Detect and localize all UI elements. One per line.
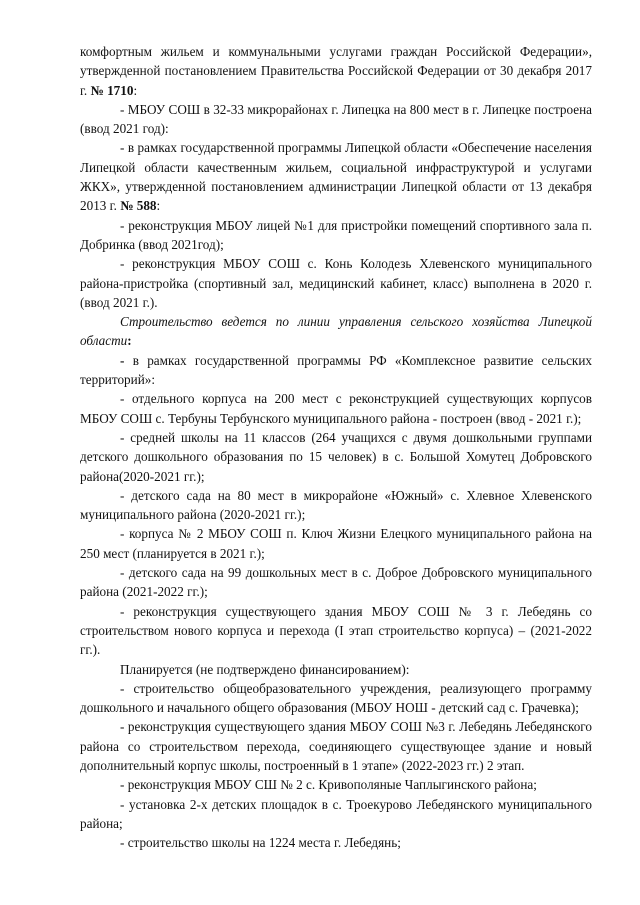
text-run: - строительство школы на 1224 места г. Лебедянь; (120, 835, 401, 851)
text-run: - детского сада на 80 мест в микрорайоне «Южный» с. Хлевное Хлевенского муниципального района (2020-2021 гг.); (80, 487, 592, 523)
paragraph (80, 602, 592, 660)
paragraph (80, 486, 592, 525)
paragraph (80, 524, 592, 563)
text-run: - (120, 352, 133, 368)
paragraph (80, 42, 592, 100)
text-run: Строительство ведется по линии управления сельского хозяйства Липецкой области (80, 314, 592, 349)
text-run: - строительство общеобразовательного учреждения, реализующего программу дошкольного и начального общего образования (МБОУ НОШ - детский сад с. Грачевка); (80, 680, 592, 716)
paragraph (80, 138, 592, 215)
text-run: - реконструкция существующего здания МБОУ СОШ №3 г. Лебедянь Лебедянского района со строительством перехода, соединяющего существующее здание и новый дополнительный корпус школы, построенный в 1 этапе» (2022-2023 гг.) 2 этап. (80, 719, 592, 773)
paragraph (80, 428, 592, 486)
text-run: - средней школы на 11 классов (264 учащихся с двумя дошкольными группами детского дошкольного образования по 15 человек) в с. Большой Хомутец Добровского района(2020-2021 гг.); (80, 429, 592, 484)
text-run: - отдельного корпуса на 200 мест с реконструкцией существующих корпусов МБОУ СОШ с. Тербуны Тербунского муниципального района - построен (ввод - 2021 г.); (80, 391, 592, 426)
paragraph (80, 717, 592, 775)
paragraph (80, 775, 592, 794)
paragraph (80, 254, 592, 312)
paragraph (80, 795, 592, 834)
text-run: № 588 (120, 198, 157, 214)
text-run: - детского сада на 99 дошкольных мест в с. Доброе Добровского муниципального района (2021-2022 гг.); (80, 565, 592, 600)
text-run: - реконструкция МБОУ СОШ с. Конь Колодезь Хлевенского муниципального района-пристройка (спортивный зал, медицинский кабинет, класс) выполнена в 2020 г. (ввод 2021 г.). (80, 256, 592, 310)
paragraph (80, 312, 592, 351)
paragraph (80, 833, 592, 852)
text-run: - реконструкция МБОУ лицей №1 для пристройки помещений спортивного зала п. Добринка (ввод 2021год); (80, 217, 592, 252)
paragraph (80, 660, 592, 679)
text-run: № 1710 (90, 82, 134, 98)
text-run: - реконструкция МБОУ СШ № 2 с. Кривополяные Чаплыгинского района; (120, 777, 537, 793)
paragraph (80, 351, 592, 390)
paragraph (80, 563, 592, 602)
text-run: - корпуса № 2 МБОУ СОШ п. Ключ Жизни Елецкого муниципального района на 250 мест (планируется в 2021 г.); (80, 526, 592, 561)
paragraph (80, 216, 592, 255)
paragraph (80, 100, 592, 139)
text-run: - в рамках государственной программы Липецкой области «Обеспечение населения Липецкой области качественным жильем, социальной инфраструктурой и услугами ЖКХ», утвержденной постановлением администрации Липецкой области от 13 декабря 2013 г. (80, 140, 592, 214)
text-run: Планируется (не подтверждено финансированием): (120, 661, 410, 677)
text-run: в рамках государственной программы РФ «Комплексное развитие сельских территорий»: (80, 352, 592, 388)
text-run: : (156, 198, 161, 214)
text-run: - установка 2-х детских площадок в с. Троекурово Лебедянского муниципального района; (80, 796, 592, 831)
paragraph (80, 389, 592, 428)
text-run: - реконструкция существующего здания МБОУ СОШ № 3 г. Лебедянь со строительством нового корпуса и перехода (I этап строительство корпуса) – (2021-2022 гг.). (80, 603, 592, 658)
text-run: - МБОУ СОШ в 32-33 микрорайонах г. Липецка на 800 мест в г. Липецке построена (ввод 2021 год): (80, 101, 592, 137)
document-body (80, 42, 592, 852)
paragraph (80, 679, 592, 718)
text-run: : (127, 333, 132, 349)
text-run: : (133, 82, 138, 98)
text-run: комфортным жильем и коммунальными услугами граждан Российской Федерации», утвержденной постановлением Правительства Российской Федерации от 30 декабря 2017 г. (80, 44, 592, 98)
